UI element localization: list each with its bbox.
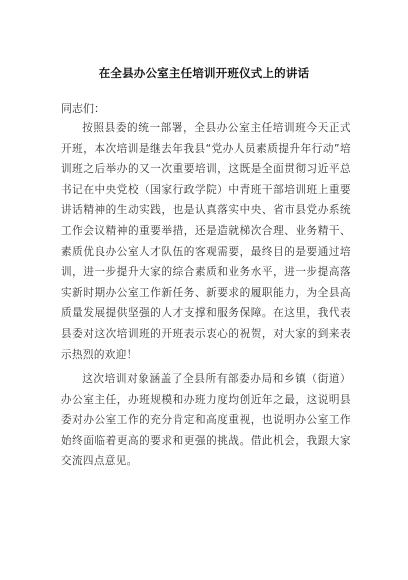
body-paragraph-1: 按照县委的统一部署，全县办公室主任培训班今天正式开班，本次培训是继去年我县“党办人员素质提升年行动”培训班之后举办的又一次重要培训，这既是全面贯彻习近平总书记在中央党校（国家行政学院）中青班干部培训班上重要讲话精神的生动实践，也是认真落实中央、省市县党办系统工作会议精神的重要举措，还是造就梯次合理、业务精干、素质优良办公室人才队伍的客观需要，最终目的是要通过培训，进一步提升大家的综合素质和业务水平，进一步提高落实新时期办公室工作新任务、新要求的履职能力，为全县高质量发展提供坚强的人才支撑和服务保障。在这里，我代表县委对这次培训班的开班表示衷心的祝贺，对大家的到来表示热烈的欢迎！ (61, 122, 351, 361)
salutation: 同志们： (61, 102, 105, 115)
document-title: 在全县办公室主任培训开班仪式上的讲话 (98, 66, 310, 80)
body-paragraph-2: 这次培训对象涵盖了全县所有部委办局和乡镇（街道）办公室主任，办班规模和办班力度均创近年之最，这说明县委对办公室工作的充分肯定和高度重视，也说明办公室工作始终面临着更高的要求和更强的挑战。借此机会，我跟大家交流四点意见。 (61, 373, 351, 468)
